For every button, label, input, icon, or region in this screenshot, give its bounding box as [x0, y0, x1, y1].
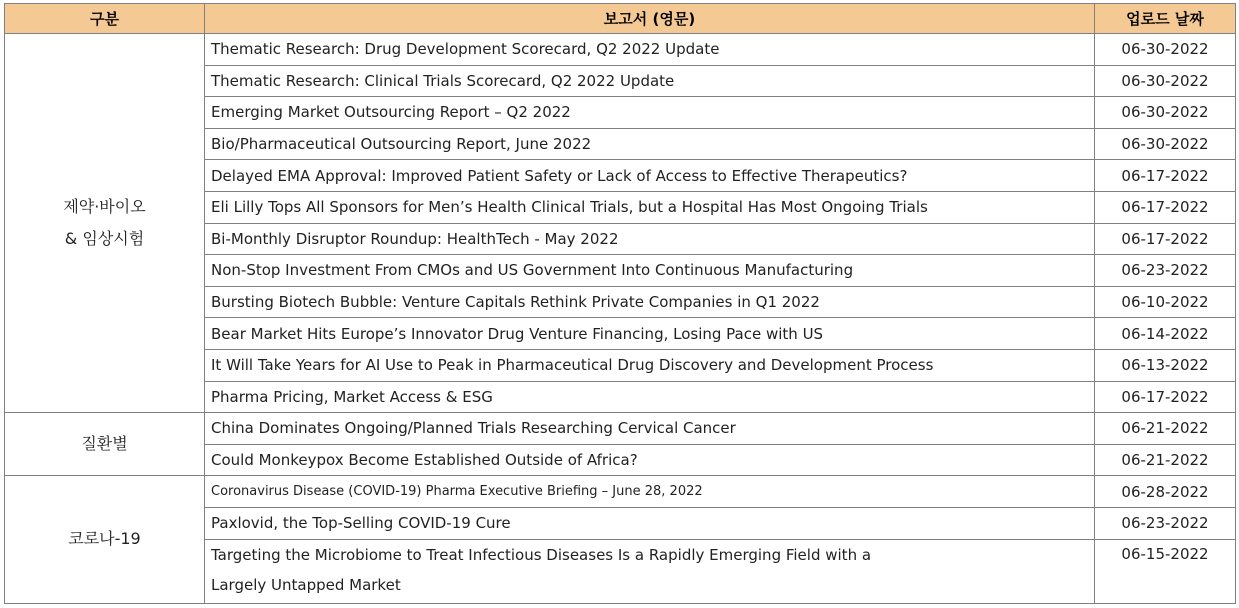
- upload-date: 06-30-2022: [1095, 65, 1236, 97]
- report-title[interactable]: Coronavirus Disease (COVID-19) Pharma Executive Briefing – June 28, 2022: [205, 476, 1095, 508]
- upload-date: 06-13-2022: [1095, 349, 1236, 381]
- table-row: [5, 413, 1236, 445]
- report-title[interactable]: Delayed EMA Approval: Improved Patient Safety or Lack of Access to Effective Therapeutics?: [205, 160, 1095, 192]
- report-title[interactable]: Bio/Pharmaceutical Outsourcing Report, June 2022: [205, 128, 1095, 160]
- category-label-line1: 코로나-19: [68, 529, 141, 549]
- table-header-row: [5, 4, 1236, 34]
- upload-date: 06-17-2022: [1095, 191, 1236, 223]
- category-covid19: [5, 476, 205, 603]
- report-title[interactable]: Emerging Market Outsourcing Report – Q2 2022: [205, 97, 1095, 129]
- report-title[interactable]: Bursting Biotech Bubble: Venture Capitals Rethink Private Companies in Q1 2022: [205, 286, 1095, 318]
- report-title[interactable]: Bi-Monthly Disruptor Roundup: HealthTech - May 2022: [205, 223, 1095, 255]
- category-pharma-bio: [5, 34, 205, 413]
- upload-date: 06-10-2022: [1095, 286, 1236, 318]
- category-label-line2: & 임상시험: [64, 229, 145, 249]
- upload-date: 06-15-2022: [1095, 539, 1236, 603]
- upload-date: 06-21-2022: [1095, 444, 1236, 476]
- upload-date: 06-30-2022: [1095, 34, 1236, 66]
- report-title[interactable]: Non-Stop Investment From CMOs and US Government Into Continuous Manufacturing: [205, 255, 1095, 287]
- header-category: 구분: [5, 4, 205, 34]
- upload-date: 06-17-2022: [1095, 223, 1236, 255]
- upload-date: 06-28-2022: [1095, 476, 1236, 508]
- upload-date: 06-21-2022: [1095, 413, 1236, 445]
- category-label-line1: 질환별: [81, 434, 128, 454]
- category-label-line1: 제약·바이오: [63, 197, 146, 217]
- header-date: 업로드 날짜: [1095, 4, 1236, 34]
- header-report: 보고서 (영문): [205, 4, 1095, 34]
- upload-date: 06-17-2022: [1095, 381, 1236, 413]
- report-title[interactable]: Could Monkeypox Become Established Outside of Africa?: [205, 444, 1095, 476]
- report-title[interactable]: Paxlovid, the Top-Selling COVID-19 Cure: [205, 507, 1095, 539]
- report-title[interactable]: It Will Take Years for AI Use to Peak in Pharmaceutical Drug Discovery and Development Process: [205, 349, 1095, 381]
- report-table: [4, 3, 1236, 604]
- category-disease: [5, 413, 205, 476]
- report-title[interactable]: Eli Lilly Tops All Sponsors for Men’s Health Clinical Trials, but a Hospital Has Most Ongoing Trials: [205, 191, 1095, 223]
- table-row: [5, 476, 1236, 508]
- report-title[interactable]: China Dominates Ongoing/Planned Trials Researching Cervical Cancer: [205, 413, 1095, 445]
- report-title[interactable]: Thematic Research: Clinical Trials Scorecard, Q2 2022 Update: [205, 65, 1095, 97]
- upload-date: 06-30-2022: [1095, 128, 1236, 160]
- upload-date: 06-14-2022: [1095, 318, 1236, 350]
- report-title[interactable]: Thematic Research: Drug Development Scorecard, Q2 2022 Update: [205, 34, 1095, 66]
- upload-date: 06-17-2022: [1095, 160, 1236, 192]
- upload-date: 06-23-2022: [1095, 507, 1236, 539]
- report-title[interactable]: Pharma Pricing, Market Access & ESG: [205, 381, 1095, 413]
- upload-date: 06-30-2022: [1095, 97, 1236, 129]
- table-row: [5, 34, 1236, 66]
- upload-date: 06-23-2022: [1095, 255, 1236, 287]
- report-title[interactable]: Bear Market Hits Europe’s Innovator Drug Venture Financing, Losing Pace with US: [205, 318, 1095, 350]
- report-title[interactable]: Targeting the Microbiome to Treat Infectious Diseases Is a Rapidly Emerging Field with a Largely Untapped Market: [205, 539, 1095, 603]
